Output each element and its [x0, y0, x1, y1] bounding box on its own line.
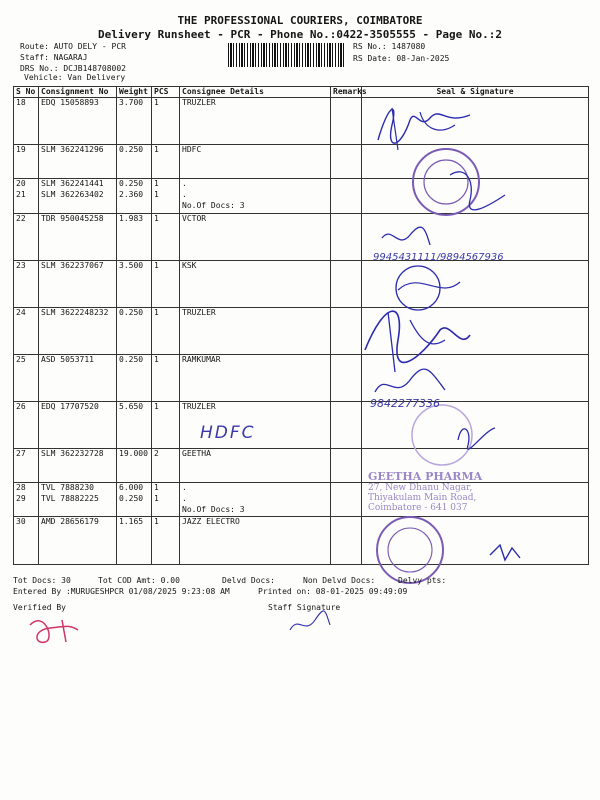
- cell-weight: 3.500: [117, 261, 152, 272]
- pharma-address-stamp: [368, 470, 518, 513]
- signature-mark: [378, 109, 470, 143]
- signature-mark: [375, 369, 445, 392]
- cell-consignment: SLM 362237067: [39, 261, 117, 272]
- cell-consignment: SLM 3622248232: [39, 308, 117, 319]
- cell-consignee: .: [180, 494, 331, 505]
- drs-number: DRS No.: DCJB148708002: [20, 64, 126, 73]
- cell-consignee: KSK: [180, 261, 331, 272]
- verified-by-label: Verified By: [13, 603, 66, 612]
- stamp-line: GEETHA PHARMA: [368, 470, 483, 483]
- cell-consignee: TRUZLER: [180, 308, 331, 319]
- col-sno: S No: [14, 87, 39, 98]
- cell-consignment: SLM 362241441: [39, 179, 117, 190]
- cell-weight: 3.700: [117, 98, 152, 109]
- cell-weight: 0.250: [117, 494, 152, 505]
- staff-signature-mark: [290, 611, 330, 630]
- cell-consignee: VCTOR: [180, 214, 331, 225]
- cell-weight: 2.360: [117, 190, 152, 201]
- signature-mark: [458, 428, 495, 449]
- runsheet-subtitle: Delivery Runsheet - PCR - Phone No.:0422-3505555 - Page No.:2: [98, 28, 502, 41]
- cell-consignment: SLM 362241296: [39, 145, 117, 156]
- col-remarks: Remarks: [331, 87, 362, 98]
- cell-consignment: TVL 78882225: [39, 494, 117, 505]
- cell-pcs: 1: [152, 214, 180, 225]
- cell-consignment: TDR 950045258: [39, 214, 117, 225]
- cell-consignment: EDQ 17707520: [39, 402, 117, 413]
- cell-doc-count: No.Of Docs: 3: [180, 505, 331, 516]
- cell-pcs: 1: [152, 483, 180, 494]
- cell-sno: 19: [14, 145, 39, 156]
- cell-consignee: .: [180, 483, 331, 494]
- signature-mark: [392, 108, 455, 150]
- cell-sno: 25: [14, 355, 39, 366]
- cell-consignment: EDQ 15058893: [39, 98, 117, 109]
- cell-pcs: 1: [152, 517, 180, 528]
- col-consignment: Consignment No: [39, 87, 117, 98]
- cell-weight: 1.165: [117, 517, 152, 528]
- total-cod: Tot COD Amt: 0.00: [98, 576, 180, 585]
- cell-pcs: 1: [152, 402, 180, 413]
- round-stamp-icon: [396, 266, 440, 310]
- cell-consignee: JAZZ ELECTRO: [180, 517, 331, 528]
- cell-consignment: ASD 5053711: [39, 355, 117, 366]
- cell-consignee: TRUZLER: [180, 98, 331, 109]
- cell-pcs: 1: [152, 179, 180, 190]
- cell-pcs: 2: [152, 449, 180, 460]
- delivered-docs: Delvd Docs:: [222, 576, 275, 585]
- cell-pcs: 1: [152, 145, 180, 156]
- cell-pcs: 1: [152, 308, 180, 319]
- cell-pcs: 1: [152, 494, 180, 505]
- handwritten-hdfc: HDFC: [200, 423, 256, 443]
- cell-doc-count: No.Of Docs: 3: [180, 201, 331, 212]
- cell-sno: 30: [14, 517, 39, 528]
- signature-mark: [490, 545, 520, 560]
- cell-consignment: AMD 28656179: [39, 517, 117, 528]
- stamp-line: Coimbatore - 641 037: [368, 503, 468, 513]
- cell-consignee: .: [180, 179, 331, 190]
- rs-number: RS No.: 1487080: [353, 42, 426, 51]
- entered-by: Entered By :MURUGESHPCR 01/08/2025 9:23:08 AM: [13, 587, 230, 596]
- col-consignee: Consignee Details: [180, 87, 331, 98]
- cell-consignee: TRUZLER: [180, 402, 331, 413]
- cell-consignment: SLM 362263402: [39, 190, 117, 201]
- cell-consignee: HDFC: [180, 145, 331, 156]
- cell-consignee: GEETHA: [180, 449, 331, 460]
- cell-sno: 23: [14, 261, 39, 272]
- cell-pcs: 1: [152, 261, 180, 272]
- pharma-round-stamp-icon: [377, 517, 443, 583]
- cell-sno: 26: [14, 402, 39, 413]
- cell-weight: 0.250: [117, 145, 152, 156]
- cell-sno: 27: [14, 449, 39, 460]
- stamp-line: 27, New Dhanu Nagar,: [368, 483, 473, 493]
- faded-stamp-icon: [412, 405, 472, 465]
- signature-mark: [365, 311, 470, 362]
- cell-sno: 29: [14, 494, 39, 505]
- rs-date: RS Date: 08-Jan-2025: [353, 54, 450, 63]
- pharma-round-stamp-icon: [388, 528, 432, 572]
- printed-on: Printed on: 08-01-2025 09:49:09: [258, 587, 408, 596]
- cell-sno: 22: [14, 214, 39, 225]
- cell-pcs: 1: [152, 190, 180, 201]
- cell-consignment: SLM 362232728: [39, 449, 117, 460]
- col-weight: Weight: [117, 87, 152, 98]
- company-title: THE PROFESSIONAL COURIERS, COIMBATORE: [177, 14, 423, 27]
- cell-weight: 6.000: [117, 483, 152, 494]
- bank-stamp-icon: [424, 160, 468, 204]
- cell-pcs: 1: [152, 98, 180, 109]
- signature-mark: [382, 227, 430, 245]
- cell-weight: 0.250: [117, 179, 152, 190]
- signature-mark: [398, 282, 460, 290]
- cell-consignee: .: [180, 190, 331, 201]
- signature-mark: [388, 312, 445, 372]
- cell-sno: 20: [14, 179, 39, 190]
- cell-sno: 21: [14, 190, 39, 201]
- vehicle-label: Vehicle: Van Delivery: [24, 73, 126, 82]
- route-label: Route: AUTO DELY - PCR: [20, 42, 126, 51]
- cell-consignment: TVL 7888230: [39, 483, 117, 494]
- stamp-line: Thiyakulam Main Road,: [368, 493, 477, 503]
- staff-label: Staff: NAGARAJ: [20, 53, 88, 62]
- cell-weight: 19.000: [117, 449, 152, 460]
- cell-weight: 1.983: [117, 214, 152, 225]
- delivery-points: Delvy pts:: [398, 576, 447, 585]
- staff-signature-label: Staff Signature: [268, 603, 341, 612]
- cell-pcs: 1: [152, 355, 180, 366]
- col-signature: Seal & Signature: [362, 87, 589, 98]
- cell-weight: 0.250: [117, 308, 152, 319]
- handwritten-phone-2: 9842277336: [370, 397, 440, 410]
- cell-weight: 5.650: [117, 402, 152, 413]
- verified-signature-mark: [30, 620, 78, 642]
- cell-weight: 0.250: [117, 355, 152, 366]
- cell-sno: 18: [14, 98, 39, 109]
- total-docs: Tot Docs: 30: [13, 576, 71, 585]
- col-pcs: PCS: [152, 87, 180, 98]
- non-delivered-docs: Non Delvd Docs:: [303, 576, 376, 585]
- cell-consignee: RAMKUMAR: [180, 355, 331, 366]
- cell-sno: 24: [14, 308, 39, 319]
- cell-sno: 28: [14, 483, 39, 494]
- handwritten-phone-1: 9945431111/9894567936: [373, 252, 504, 263]
